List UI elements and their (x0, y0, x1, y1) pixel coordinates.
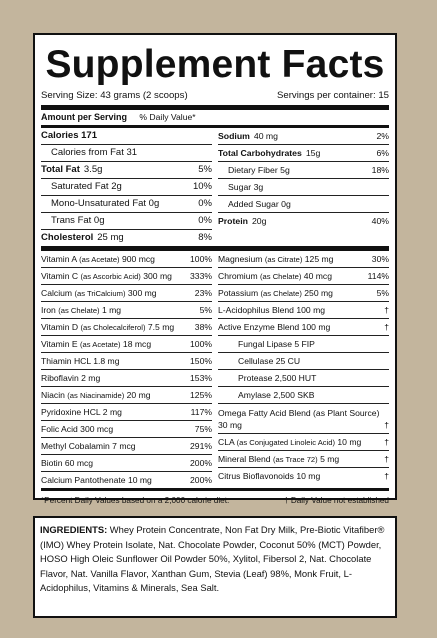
daily-value: † (384, 454, 389, 464)
ingredients-panel (33, 516, 397, 618)
nutrient-row (41, 404, 212, 421)
nutrient-amount: 900 mcg (119, 253, 155, 264)
nutrient-row (218, 196, 389, 213)
nutrient-label: Trans Fat 0g (51, 215, 105, 226)
nutrient-row (41, 302, 212, 319)
supplement-facts-panel (33, 33, 397, 505)
nutrient-name (41, 455, 93, 471)
nutrient-amount: 300 mg (140, 270, 172, 281)
nutrient-label: CLA (218, 436, 237, 447)
nutrient-row (41, 472, 212, 488)
nutrient-label: Biotin 60 mcg (41, 458, 94, 468)
nutrient-label: Mineral Blend (218, 453, 273, 464)
nutrient-name (218, 285, 333, 302)
nutrient-row (41, 196, 212, 213)
nutrient-label: Riboflavin 2 mg (41, 373, 101, 383)
nutrient-amount: 3.5g (83, 164, 103, 175)
nutrient-label: Iron (41, 304, 59, 315)
ingredients-label: INGREDIENTS: (40, 524, 108, 535)
nutrient-label: L-Acidophilus Blend 100 mg (218, 305, 326, 315)
nutrient-row (218, 451, 389, 468)
nutrient-amount: 125 mg (302, 253, 334, 264)
nutrient-source: (as Cholecalciferol) (80, 322, 146, 332)
daily-value: 23% (194, 288, 212, 298)
nutrient-name (218, 268, 332, 285)
nutrient-row (218, 162, 389, 179)
daily-value: 114% (367, 271, 389, 281)
nutrient-row (218, 387, 389, 404)
nutrient-amount: 7.5 mg (145, 321, 175, 332)
nutrient-source: (as Citrate) (264, 254, 303, 264)
nutrient-amount: 300 mg (125, 287, 157, 298)
nutrient-row (41, 387, 212, 404)
nutrient-label: Magnesium (218, 253, 265, 264)
nutrient-name (218, 213, 266, 229)
nutrient-row (41, 336, 212, 353)
daily-value: † (384, 437, 389, 447)
nutrient-name (41, 438, 136, 454)
footnote (41, 491, 389, 507)
daily-value-label: % Daily Value* (139, 112, 196, 122)
nutrient-row (218, 434, 389, 451)
nutrient-name (51, 213, 105, 229)
amount-per-serving-label: Amount per Serving (41, 112, 128, 122)
nutrient-name (228, 196, 291, 212)
daily-value: 40% (371, 216, 389, 226)
nutrient-label: Sugar 3g (228, 182, 264, 192)
nutrient-row (218, 251, 389, 268)
nutrient-source: (as Chelate) (260, 271, 302, 281)
nutrient-label: Thiamin HCL 1.8 mg (41, 356, 120, 366)
daily-value: 5% (376, 288, 389, 298)
nutrient-name (238, 370, 316, 386)
nutrient-amount: 40 mcg (301, 270, 332, 281)
nutrient-amount: 25 mg (97, 232, 124, 243)
nutrient-label: Total Fat (41, 164, 80, 175)
nutrient-name (218, 451, 339, 468)
macros-left-column (41, 128, 212, 246)
nutrient-label: Protein (218, 216, 248, 226)
nutrient-name (41, 387, 151, 404)
vitamins-section (41, 251, 389, 488)
nutrient-amount: 20 mg (124, 389, 151, 400)
daily-value: 0% (198, 215, 212, 226)
servings-per-container: Servings per container: 15 (277, 90, 389, 101)
nutrient-name (41, 319, 174, 336)
nutrient-row (41, 251, 212, 268)
nutrient-name (51, 145, 137, 161)
nutrient-name (41, 268, 172, 285)
nutrient-label: Calcium Pantothenate 10 mg (41, 475, 152, 485)
nutrient-name (41, 353, 120, 369)
nutrient-name (41, 472, 152, 488)
nutrient-name (218, 434, 361, 451)
daily-value: 30% (371, 254, 389, 264)
nutrient-name (218, 145, 320, 161)
nutrient-source: (as Chelate) (260, 288, 302, 298)
nutrient-name (41, 251, 155, 268)
nutrient-source: (as Chelate) (58, 305, 100, 315)
nutrient-name (41, 302, 121, 319)
daily-value: 2% (376, 131, 389, 141)
macros-right-column (218, 128, 389, 246)
nutrient-row (218, 370, 389, 387)
nutrient-source: (as Ascorbic Acid) (80, 271, 141, 281)
nutrient-source: (as Niacinamide) (67, 390, 125, 400)
nutrient-label: Calories from Fat 31 (51, 147, 138, 158)
nutrient-name (41, 336, 151, 353)
nutrient-amount: 10 mg (335, 436, 362, 447)
spacer-row (218, 229, 389, 245)
nutrient-label: Vitamin C (41, 270, 81, 281)
daily-value: 6% (376, 148, 389, 158)
daily-value: 100% (190, 339, 212, 349)
daily-value: † (384, 420, 389, 430)
nutrient-name (218, 407, 384, 431)
nutrient-row (41, 421, 212, 438)
daily-value: 38% (194, 322, 212, 332)
nutrient-name (41, 370, 100, 386)
daily-value: † (384, 305, 389, 315)
nutrient-name (41, 285, 157, 302)
nutrient-name (218, 251, 333, 268)
panel-title: Supplement Facts (45, 43, 385, 86)
nutrient-source: (as Conjugated Linoleic Acid) (236, 437, 335, 447)
nutrient-row (41, 268, 212, 285)
nutrient-label: Vitamin E (41, 338, 81, 349)
footnote-dv: *Percent Daily Values based on a 2,000 calorie diet. (41, 496, 230, 505)
nutrient-label: Vitamin A (41, 253, 80, 264)
daily-value: 100% (190, 254, 212, 264)
nutrient-row (41, 213, 212, 230)
nutrient-amount: 15g (305, 148, 321, 158)
nutrient-name (51, 179, 122, 195)
nutrient-name (41, 230, 124, 246)
daily-value: 18% (371, 165, 389, 175)
nutrient-row (218, 213, 389, 229)
serving-info (41, 90, 389, 102)
amount-header (41, 110, 389, 125)
nutrient-label: Calcium (41, 287, 75, 298)
nutrient-name (218, 468, 320, 484)
nutrient-label: Folic Acid 300 mcg (41, 424, 114, 434)
nutrient-label: Protease 2,500 HUT (238, 373, 317, 383)
nutrient-row (41, 438, 212, 455)
nutrient-source: (as Trace 72) (272, 454, 318, 464)
nutrient-label: Methyl Cobalamin 7 mcg (41, 441, 136, 451)
nutrient-row (218, 302, 389, 319)
nutrient-name (41, 404, 122, 420)
daily-value: 75% (194, 424, 212, 434)
daily-value: 150% (190, 356, 212, 366)
nutrient-name (238, 336, 315, 352)
nutrient-row (41, 162, 212, 179)
nutrient-row (41, 128, 212, 145)
nutrient-row (218, 336, 389, 353)
vitamins-left-column (41, 251, 212, 488)
nutrient-label: Vitamin D (41, 321, 81, 332)
nutrient-row (41, 179, 212, 196)
macros-section (41, 128, 389, 246)
footnote-dagger: † Daily Value not established (284, 496, 389, 505)
nutrient-row (41, 455, 212, 472)
nutrient-label: Chromium (218, 270, 261, 281)
nutrient-label: Active Enzyme Blend 100 mg (218, 322, 331, 332)
nutrient-name (218, 302, 325, 318)
nutrient-row (218, 179, 389, 196)
nutrient-row (41, 285, 212, 302)
nutrient-label: Sodium (218, 131, 250, 141)
nutrient-label: Dietary Fiber 5g (228, 165, 290, 175)
nutrient-row (41, 230, 212, 246)
nutrient-row (218, 145, 389, 162)
nutrient-row (218, 404, 389, 434)
daily-value: 200% (190, 475, 212, 485)
nutrient-amount: 20g (251, 216, 267, 226)
nutrient-label: Cellulase 25 CU (238, 356, 301, 366)
daily-value: 117% (190, 407, 212, 417)
serving-size: Serving Size: 43 grams (2 scoops) (41, 90, 188, 101)
daily-value: 200% (190, 458, 212, 468)
nutrient-name (218, 319, 330, 335)
nutrient-label: Potassium (218, 287, 261, 298)
nutrient-row (41, 370, 212, 387)
daily-value: † (384, 322, 389, 332)
nutrient-label: Citrus Bioflavonoids 10 mg (218, 471, 321, 481)
nutrient-label: Niacin (41, 389, 68, 400)
nutrient-amount: 5 mg (317, 453, 340, 464)
daily-value: 0% (198, 198, 212, 209)
nutrient-name (218, 128, 278, 144)
nutrient-row (218, 268, 389, 285)
vitamins-right-column (218, 251, 389, 488)
nutrient-name (238, 353, 300, 369)
nutrient-label: Saturated Fat 2g (51, 181, 122, 192)
daily-value: 8% (198, 232, 212, 243)
nutrient-name (228, 179, 263, 195)
nutrient-label: Pyridoxine HCL 2 mg (41, 407, 122, 417)
daily-value: 125% (190, 390, 212, 400)
nutrient-label: Calories 171 (41, 130, 97, 141)
nutrient-label: Total Carbohydrates (218, 148, 302, 158)
daily-value: 153% (190, 373, 212, 383)
nutrient-amount: 40 mg (253, 131, 279, 141)
daily-value: 5% (198, 164, 212, 175)
nutrient-row (218, 319, 389, 336)
nutrient-row (41, 353, 212, 370)
nutrient-label: Added Sugar 0g (228, 199, 291, 209)
nutrient-source: (as TriCalcium) (74, 288, 126, 298)
daily-value: 5% (199, 305, 212, 315)
nutrient-row (218, 468, 389, 484)
daily-value: 333% (190, 271, 212, 281)
nutrient-label: Fungal Lipase 5 FIP (238, 339, 315, 349)
nutrient-name (41, 421, 113, 437)
daily-value: 10% (192, 181, 212, 192)
nutrient-label: Amylase 2,500 SKB (238, 390, 315, 400)
nutrient-row (41, 145, 212, 162)
nutrient-label: Mono-Unsaturated Fat 0g (51, 198, 160, 209)
nutrient-name (228, 162, 290, 178)
nutrient-label: Cholesterol (41, 232, 94, 243)
nutrient-name (41, 128, 97, 144)
nutrient-label: Omega Fatty Acid Blend (as Plant Source) 30 mg (218, 408, 380, 430)
nutrient-row (218, 128, 389, 145)
nutrient-source: (as Acetate) (79, 254, 120, 264)
daily-value: † (384, 471, 389, 481)
nutrient-name (41, 162, 102, 178)
nutrient-amount: 1 mg (99, 304, 122, 315)
nutrient-name (51, 196, 159, 212)
nutrient-amount: 250 mg (301, 287, 333, 298)
nutrient-row (218, 353, 389, 370)
nutrient-name (238, 387, 314, 403)
nutrient-amount: 18 mcg (120, 338, 152, 349)
nutrient-row (218, 285, 389, 302)
nutrient-row (41, 319, 212, 336)
ingredients-text: Whey Protein Concentrate, Non Fat Dry Milk, Pre-Biotic Vitafiber® (IMO) Whey Protein Isolate, Nat. Chocolate Powder, Coconut 50% (MCT) Powder, HOSO High Oleic Sunflower Oil Powder 50%, Xylitol, Fibersol 2, Nat. Chocolate Flavor, Nat. Vanilla Flavor, Xanthan Gum, Stevia (Leaf) 98%, Monk Fruit, L-Acidophilus, Vitamins & Minerals, Sea Salt. (40, 524, 385, 594)
daily-value: 291% (190, 441, 212, 451)
nutrient-source: (as Acetate) (80, 339, 121, 349)
